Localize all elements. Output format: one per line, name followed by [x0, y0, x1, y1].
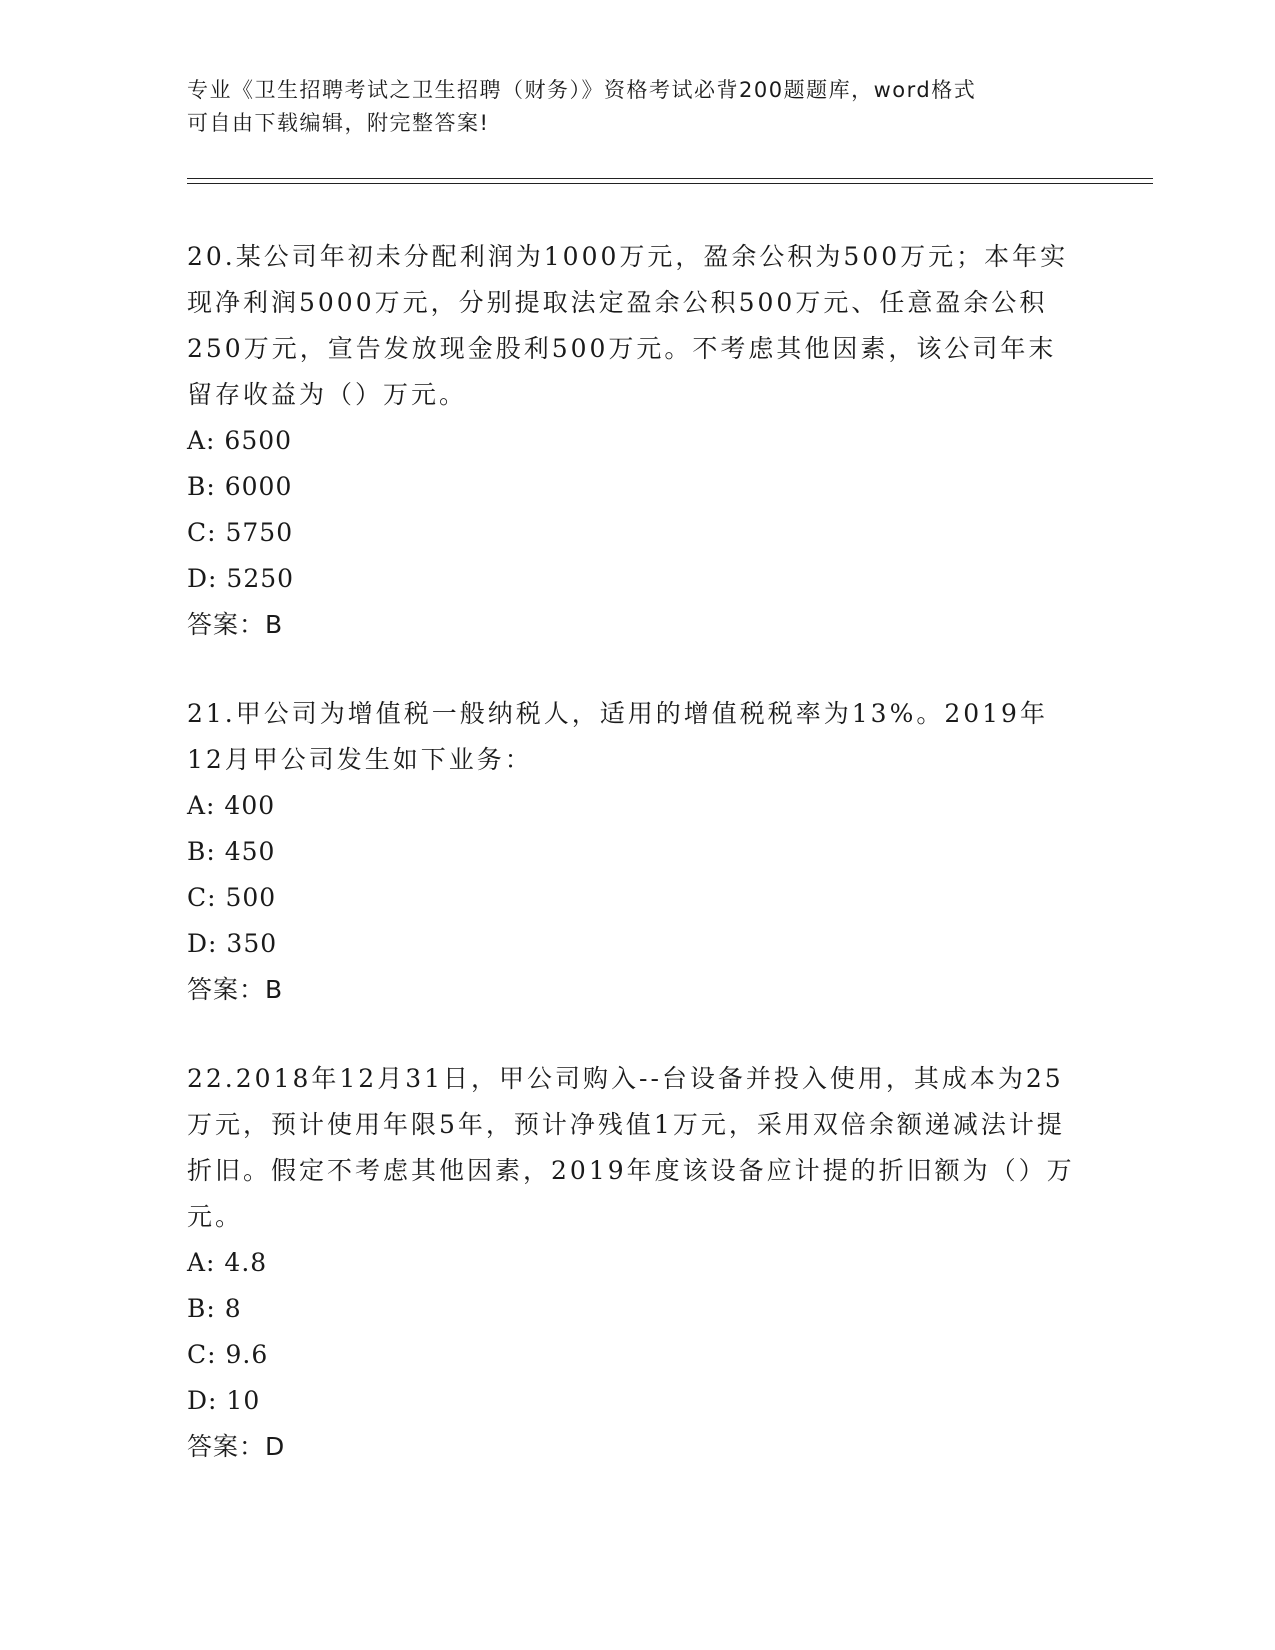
option-d: D: 350 — [187, 929, 278, 958]
question-20 — [187, 234, 1077, 648]
answer: 答案：B — [187, 610, 284, 639]
answer: 答案：B — [187, 975, 284, 1004]
document-header — [187, 74, 1067, 140]
question-stem: 22.2018年12月31日，甲公司购入--台设备并投入使用，其成本为25万元，预计使用年限5年，预计净残值1万元，采用双倍余额递减法计提折旧。假定不考虑其他因素，2019年度该设备应计提的折旧额为（）万元。 — [187, 1064, 1075, 1231]
option-b: B: 8 — [187, 1294, 242, 1323]
option-c: C: 5750 — [187, 518, 294, 547]
option-d: D: 10 — [187, 1386, 261, 1415]
option-a: A: 400 — [187, 791, 276, 820]
option-a: A: 6500 — [187, 426, 293, 455]
answer: 答案：D — [187, 1432, 286, 1461]
option-c: C: 9.6 — [187, 1340, 269, 1369]
header-line-1: 专业《卫生招聘考试之卫生招聘（财务）》资格考试必背200题题库，word格式 — [187, 78, 977, 102]
option-a: A: 4.8 — [187, 1248, 268, 1277]
option-b: B: 6000 — [187, 472, 293, 501]
header-divider-top — [187, 178, 1153, 179]
option-b: B: 450 — [187, 837, 276, 866]
option-c: C: 500 — [187, 883, 277, 912]
question-list — [187, 234, 1077, 1513]
question-stem: 21.甲公司为增值税一般纳税人，适用的增值税税率为13%。2019年12月甲公司发生如下业务： — [187, 699, 1048, 774]
header-divider-bottom — [187, 183, 1153, 184]
header-line-2: 可自由下载编辑，附完整答案! — [187, 111, 490, 135]
question-22 — [187, 1056, 1077, 1470]
option-d: D: 5250 — [187, 564, 295, 593]
question-21 — [187, 691, 1077, 1013]
question-stem: 20.某公司年初未分配利润为1000万元，盈余公积为500万元；本年实现净利润5000万元，分别提取法定盈余公积500万元、任意盈余公积250万元，宣告发放现金股利500万元。不考虑其他因素，该公司年末留存收益为（）万元。 — [187, 242, 1069, 409]
